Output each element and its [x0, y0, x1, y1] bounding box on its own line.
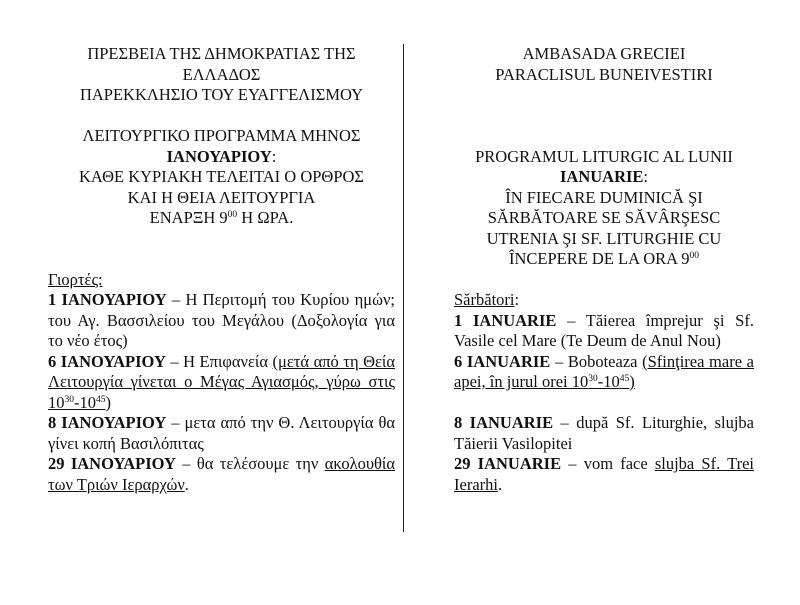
greek-program-line: ΚΑΙ Η ΘΕΙΑ ΛΕΙΤΟΥΡΓΙΑ — [127, 187, 316, 207]
feast-text: – θα τελέσουμε την — [175, 454, 325, 473]
feast-text: – Η Επιφανεία — [165, 351, 273, 371]
feast-note: (μετά από τη Θεία Λειτουργία γίνεται ο Μέγας Αγιασμός, γύρω στις $10^{30}-10^{45}$ — [48, 351, 396, 412]
romanian-feast-item — [454, 413, 754, 454]
romanian-feasts — [454, 290, 754, 495]
greek-month-line — [48, 147, 395, 168]
feast-date: 8 IANUARIE — [454, 413, 554, 432]
feast-note: (Sfinţirea mare a apei, în jurul orei $10^{30}-10^{45}$) — [454, 351, 754, 391]
feast-date: 6 ΙΑΝΟΥΑΡΙΟΥ — [48, 351, 166, 371]
feast-date: 1 IANUARIE — [454, 310, 557, 330]
romanian-start-time — [454, 249, 754, 270]
romanian-feast-item — [454, 352, 754, 393]
right-column-romanian — [454, 44, 754, 495]
feast-text: – vom face — [561, 454, 655, 473]
feast-text: – după Sf. Liturghie, slujba Tăierii Vasilopitei — [454, 413, 754, 453]
greek-month: ΙΑΝΟΥΑΡΙΟΥ — [166, 146, 272, 166]
greek-start-sup: 00 — [227, 210, 238, 220]
greek-feast-item: 6 ΙΑΝΟΥΑΡΙΟΥ – Η Επιφανεία (μετά από τη Θεία Λειτουργία γίνεται ο Μέγας Αγιασμός, γύρω στις $10^{30}-10^{45}$) — [48, 351, 396, 412]
romanian-start-sup: 00 — [689, 251, 700, 261]
feast-note: slujba Sf. Trei Ierarhi — [454, 454, 754, 494]
greek-header-line: ΠΡΕΣΒΕΙΑ ΤΗΣ ΔΗΜΟΚΡΑΤΙΑΣ ΤΗΣ ΕΛΛΑΔΟΣ — [87, 44, 356, 84]
romanian-program-block — [454, 147, 754, 270]
greek-program-line: ΚΑΘΕ ΚΥΡΙΑΚΗ ΤΕΛΕΙΤΑΙ Ο ΟΡΘΡΟΣ — [78, 167, 365, 186]
greek-feast-item — [48, 413, 395, 454]
greek-start-time — [48, 208, 395, 229]
feast-note: ακολουθία των Τριών Ιεραρχών — [48, 454, 395, 494]
greek-start-suffix: Η ΩΡΑ. — [237, 208, 294, 227]
romanian-month-colon: : — [643, 167, 649, 186]
greek-month-colon: : — [271, 146, 277, 166]
romanian-header-line: PARACLISUL BUNEIVESTIRI — [495, 64, 713, 84]
greek-feast-item: 29 ΙΑΝΟΥΑΡΙΟΥ – θα τελέσουμε την ακολουθία των Τριών Ιεραρχών. — [48, 454, 395, 494]
feast-text: – Η Περιτομή του Κυρίου ημών; του Αγ. Βασσιλείου του Μεγάλου (Δοξολογία για το νέο έτος) — [48, 290, 395, 350]
feast-text: – Tăierea împrejur şi Sf. Vasile cel Mare (Te Deum de Anul Nou) — [454, 310, 754, 350]
romanian-month-line — [454, 167, 754, 188]
romanian-start-text: ÎNCEPERE DE LA ORA 9 — [508, 249, 690, 268]
greek-feasts-label: Γιορτές: — [48, 269, 103, 289]
romanian-program-line: SĂRBĂTOARE SE SĂVÂRŞESC — [487, 208, 721, 227]
romanian-program-line: UTRENIA ŞI SF. LITURGHIE CU — [486, 228, 722, 248]
greek-feasts — [48, 270, 395, 496]
romanian-header-line: AMBASADA GRECIEI — [522, 44, 686, 63]
romanian-feasts-label: Sărbători — [454, 290, 515, 309]
feast-text: – Boboteaza — [550, 351, 643, 371]
greek-program-title: ΛΕΙΤΟΥΡΓΙΚΟ ΠΡΟΓΡΑΜΜΑ ΜΗΝΟΣ — [82, 126, 361, 145]
romanian-month: IANUARIE — [559, 167, 644, 186]
feast-date: 1 ΙΑΝΟΥΑΡΙΟΥ — [48, 290, 167, 309]
left-column-greek — [48, 44, 395, 495]
greek-feast-item — [48, 290, 395, 352]
feast-date: 29 ΙΑΝΟΥΑΡΙΟΥ — [48, 454, 176, 473]
column-divider — [403, 44, 404, 532]
feast-date: 6 IANUARIE — [454, 351, 551, 371]
greek-embassy-header — [48, 44, 395, 106]
romanian-feast-item — [454, 311, 754, 352]
romanian-program-line: ÎN FIECARE DUMINICĂ ŞI — [505, 187, 703, 207]
feast-text: – μετα από την Θ. Λειτουργία θα γίνει κοπή Βασιλόπιτας — [48, 413, 395, 453]
greek-start-text: ΕΝΑΡΞΗ 9 — [149, 208, 228, 227]
romanian-feasts-label-line: Sărbători: — [454, 290, 520, 309]
romanian-program-title: PROGRAMUL LITURGIC AL LUNII — [475, 146, 733, 166]
greek-header-line: ΠΑΡΕΚΚΛΗΣΙΟ ΤΟΥ ΕΥΑΓΓΕΛΙΣΜΟΥ — [79, 85, 364, 104]
feast-date: 29 IANUARIE — [454, 454, 562, 473]
greek-program-block — [48, 126, 395, 229]
romanian-feast-item: 29 IANUARIE – vom face slujba Sf. Trei Ierarhi. — [454, 454, 754, 494]
romanian-embassy-header — [454, 44, 754, 85]
feast-date: 8 ΙΑΝΟΥΑΡΙΟΥ — [48, 413, 167, 432]
